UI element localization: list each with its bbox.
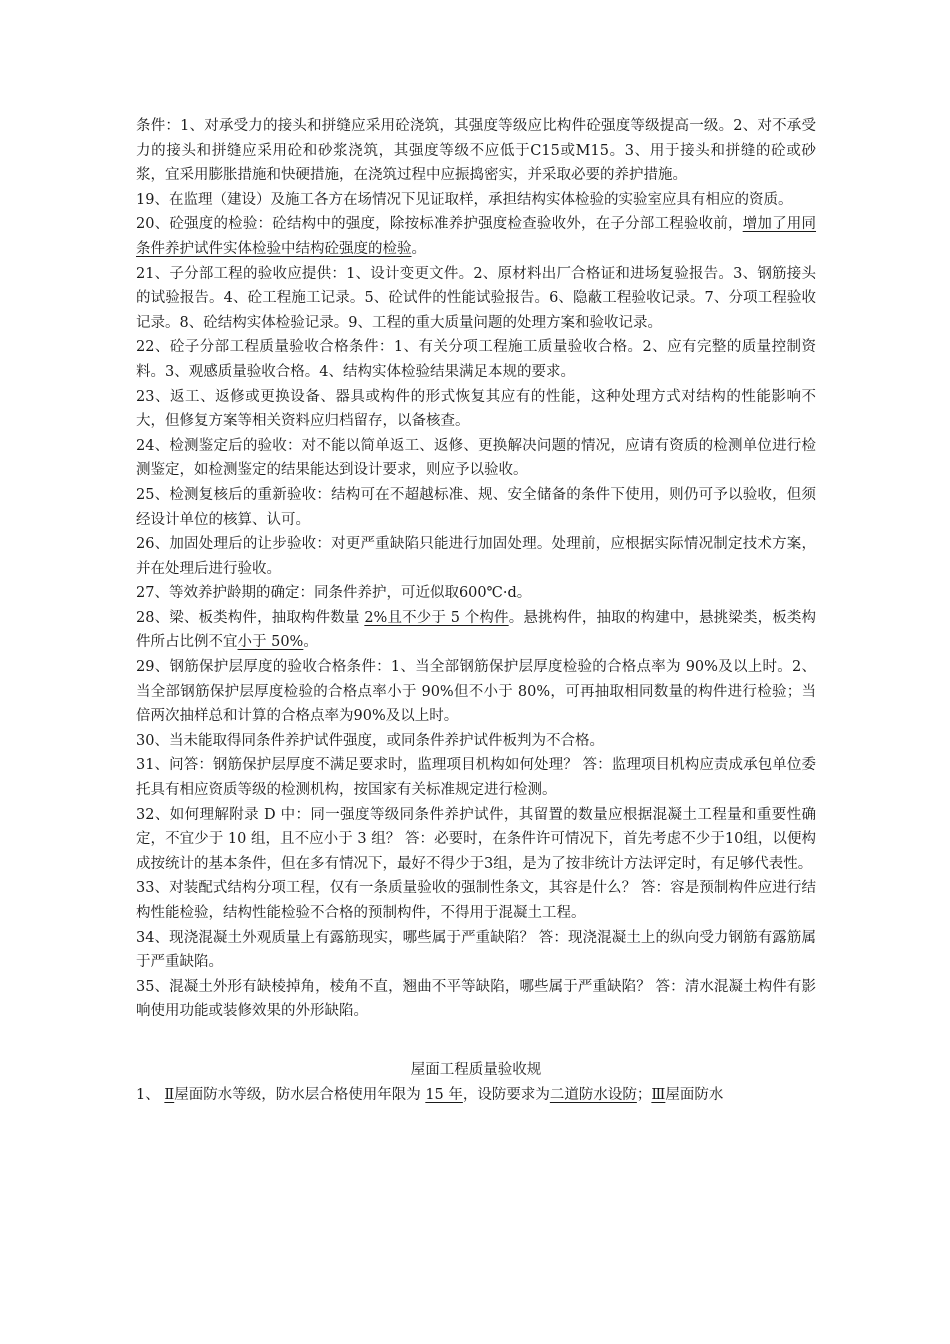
- text-run: 21、子分部工程的验收应提供：1、设计变更文件。2、原材料出厂合格证和进场复验报告。3、钢筋接头的试验报告。4、砼工程施工记录。5、砼试件的性能试验报告。6、隐蔽工程验收记录。7、分项工程验收记录。8、砼结构实体检验记录。9、工程的重大质量问题的处理方案和验收记录。: [136, 265, 816, 331]
- text-run: 屋面防水等级，防水层合格使用年限为: [174, 1086, 426, 1103]
- text-run: 31、问答：钢筋保护层厚度不满足要求时，监理项目机构如何处理？ 答：监理项目机构应责成承包单位委托具有相应资质等级的检测机构，按国家有关标准规定进行检测。: [136, 757, 816, 799]
- text-run: 。悬挑构件，抽取的构建中，悬挑梁类，板类构件所占比例不宜: [136, 609, 817, 651]
- underlined-text: 小于 50%: [237, 634, 304, 651]
- paragraph-p-24: [136, 434, 816, 483]
- paragraph-p-21: [136, 262, 816, 336]
- underlined-text: Ⅱ: [164, 1086, 175, 1103]
- text-run: 25、检测复核后的重新验收：结构可在不超越标准、规、安全储备的条件下使用，则仍可予以验收，但须经设计单位的核算、认可。: [136, 486, 816, 528]
- text-run: 条件：1、对承受力的接头和拼缝应采用砼浇筑，其强度等级应比构件砼强度等级提高一级。2、对不承受力的接头和拼缝应采用砼和砂浆浇筑，其强度等级不应低于C15或M15。3、用于接头和拼缝的砼或砂浆，宜采用膨胀措施和快硬措施，在浇筑过程中应振捣密实，并采取必要的养护措施。: [136, 118, 816, 184]
- underlined-text: 二道防水设防: [549, 1086, 637, 1103]
- text-run: 35、混凝土外形有缺棱掉角，棱角不直，翘曲不平等缺陷，哪些属于严重缺陷？ 答：清水混凝土构件有影响使用功能或装修效果的外形缺陷。: [136, 978, 816, 1020]
- text-run: 29、钢筋保护层厚度的验收合格条件：1、当全部钢筋保护层厚度检验的合格点率为 90%及以上时。2、当全部钢筋保护层厚度检验的合格点率小于 90%但不小于 80%，可再抽取相同数量的构件进行检验；当倍两次抽样总和计算的合格点率为90%及以上时。: [136, 659, 816, 725]
- paragraph-p-25: [136, 483, 816, 532]
- text-run: 26、加固处理后的让步验收：对更严重缺陷只能进行加固处理。处理前，应根据实际情况制定技术方案，并在处理后进行验收。: [136, 536, 816, 577]
- text-run: ；: [636, 1086, 652, 1103]
- paragraph-p-22: [136, 335, 816, 384]
- paragraph-p-33: [136, 876, 816, 925]
- text-run: 20、砼强度的检验：砼结构中的强度，除按标准养护强度检查验收外，在子分部工程验收前，: [136, 216, 743, 233]
- text-run: 19、在监理（建设）及施工各方在场情况下见证取样，承担结构实体检验的实验室应具有相应的资质。: [136, 191, 793, 208]
- underlined-text: 2%且不少于 5 个构件: [364, 609, 509, 626]
- text-run: 22、砼子分部工程质量验收合格条件：1、有关分项工程施工质量验收合格。2、应有完整的质量控制资料。3、观感质量验收合格。4、结构实体检验结果满足本规的要求。: [136, 339, 816, 380]
- underlined-text: 15 年: [425, 1086, 463, 1103]
- paragraph-p-26: [136, 532, 816, 581]
- text-run: 32、如何理解附录 D 中：同一强度等级同条件养护试件，其留置的数量应根据混凝土工程量和重要性确定，不宜少于 10 组，且不应小于 3 组？ 答：必要时，在条件许可情况下，首先考虑不少于10组，以便构成按统计的基本条件，但在多有情况下，最好不得少于3组，是为了按非统计方法评定时，有足够代表性。: [136, 806, 816, 872]
- text-run: ，设防要求为: [462, 1086, 550, 1103]
- text-run: 24、检测鉴定后的验收：对不能以简单返工、返修、更换解决问题的情况，应请有资质的检测单位进行检测鉴定，如检测鉴定的结果能达到设计要求，则应予以验收。: [136, 437, 816, 479]
- paragraph-p-35: [136, 975, 816, 1024]
- paragraph-p-29: [136, 655, 816, 729]
- roof-paragraph-container: [136, 1083, 816, 1108]
- paragraph-p-34: [136, 926, 816, 975]
- text-run: 。: [411, 240, 426, 257]
- paragraph-p-32: [136, 803, 816, 877]
- text-run: 27、等效养护龄期的确定：同条件养护，可近似取600℃·d。: [136, 585, 532, 602]
- document-page: [136, 114, 816, 1107]
- paragraph-p-conditions: [136, 114, 816, 188]
- text-run: 23、返工、返修或更换设备、器具或构件的形式恢复其应有的性能，这种处理方式对结构的性能影响不大，但修复方案等相关资料应归档留存，以备核查。: [136, 388, 816, 430]
- underlined-text: 增加了用同条件养护试件实体检验中结构砼强度的检验: [136, 216, 817, 257]
- paragraph-p-23: [136, 385, 816, 434]
- paragraph-p-28: [136, 606, 816, 655]
- paragraph-p-roof-1: [136, 1083, 816, 1108]
- text-run: 屋面防水: [665, 1086, 724, 1103]
- paragraph-p-19: [136, 188, 816, 213]
- paragraph-p-20: [136, 212, 816, 261]
- text-run: 。: [303, 634, 318, 651]
- paragraph-p-27: [136, 581, 816, 606]
- paragraph-p-31: [136, 753, 816, 802]
- underlined-text: Ⅲ: [651, 1086, 666, 1103]
- section-title: 屋面工程质量验收规: [410, 1061, 542, 1078]
- body-paragraphs: [136, 114, 816, 1024]
- text-run: 1、: [136, 1086, 165, 1103]
- text-run: 30、当未能取得同条件养护试件强度，或同条件养护试件板判为不合格。: [136, 732, 604, 749]
- text-run: 34、现浇混凝土外观质量上有露筋现实，哪些属于严重缺陷？ 答：现浇混凝土上的纵向受力钢筋有露筋属于严重缺陷。: [136, 929, 816, 971]
- text-run: 33、对装配式结构分项工程，仅有一条质量验收的强制性条文，其容是什么？ 答：容是预制构件应进行结构性能检验，结构性能检验不合格的预制构件，不得用于混凝土工程。: [136, 880, 816, 921]
- paragraph-p-30: [136, 729, 816, 754]
- text-run: 28、梁、板类构件，抽取构件数量: [136, 609, 365, 626]
